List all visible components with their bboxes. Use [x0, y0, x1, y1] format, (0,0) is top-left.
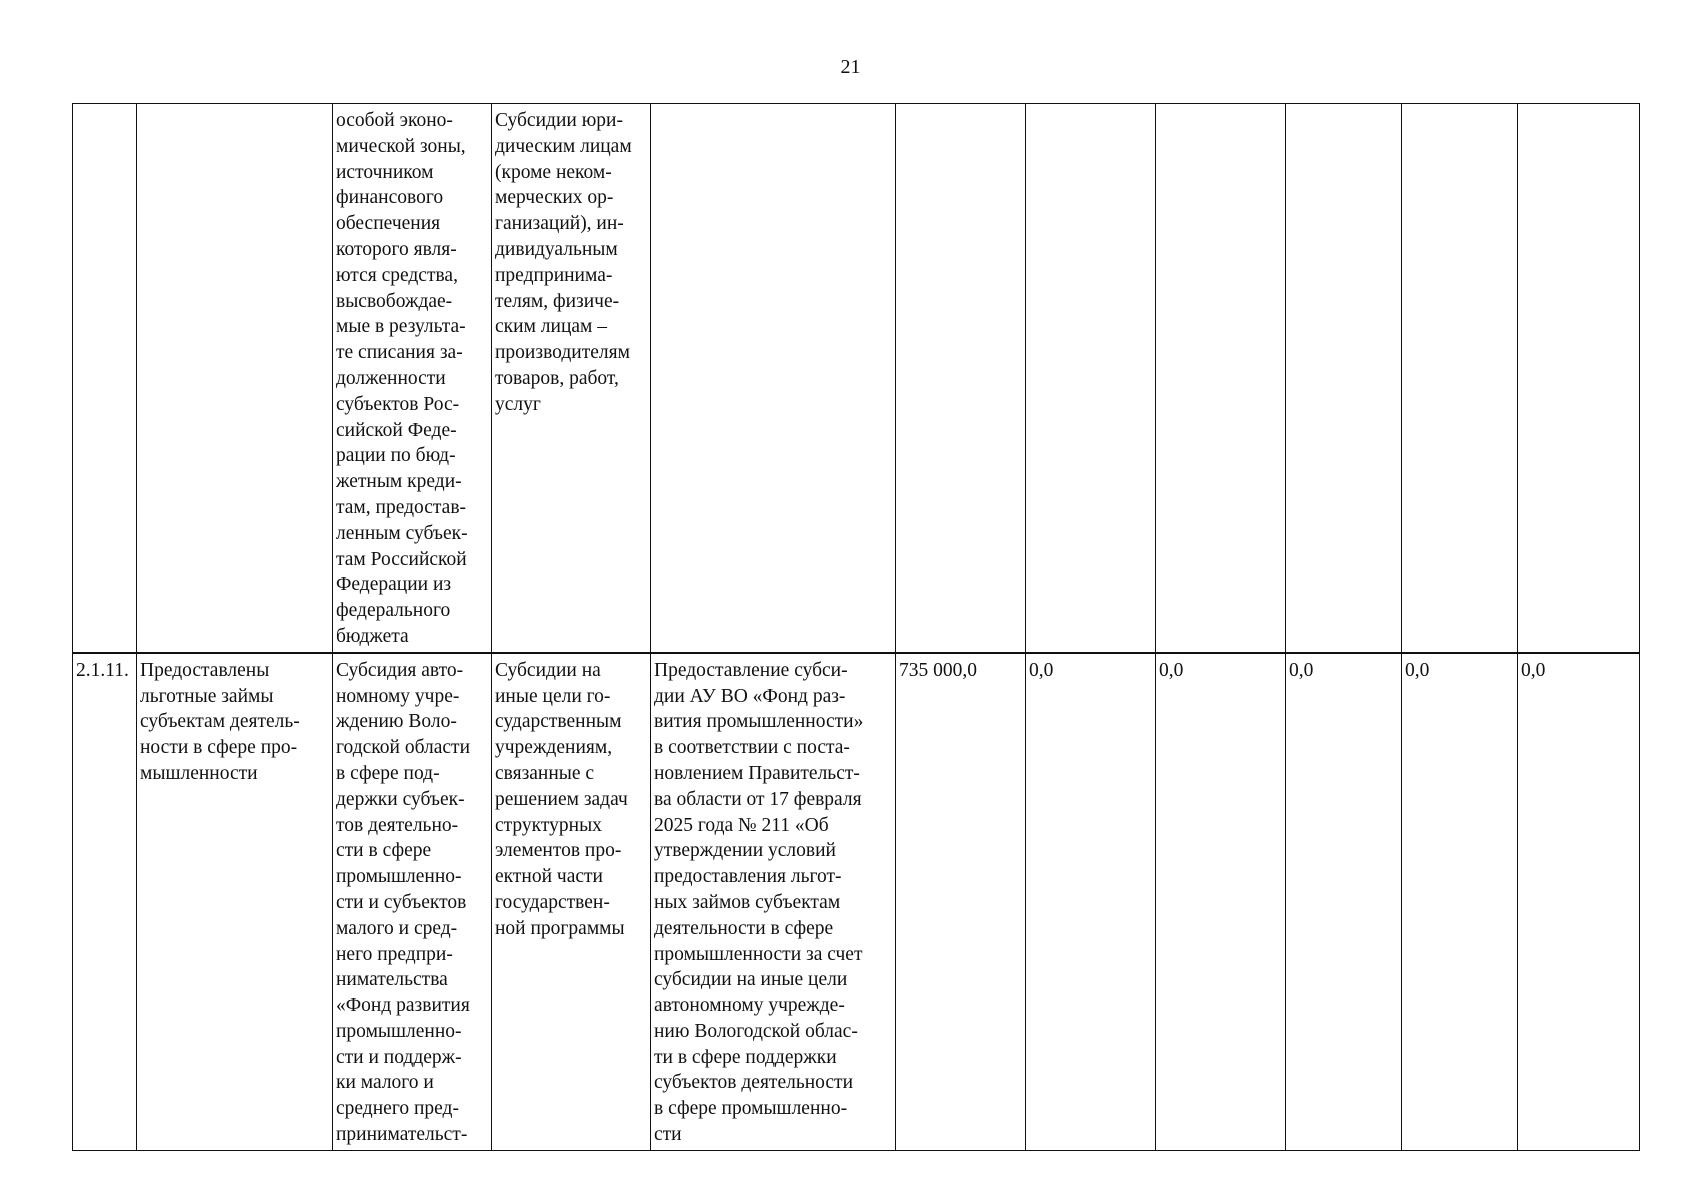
structural-element-text-line: сти и поддерж- — [336, 1046, 462, 1068]
structural-element-text-line: ки малого и — [336, 1072, 434, 1094]
subsidy-type-text-line: телям, физиче- — [495, 290, 620, 312]
structural-element-text-line: принимательст- — [336, 1124, 468, 1146]
structural-element-text-line: промышленно- — [336, 1020, 462, 1042]
structural-element-text-line: сти и субъектов — [336, 891, 467, 913]
structural-element-text-line: источником — [336, 161, 434, 183]
description-text-line: ных займов субъектам — [654, 891, 841, 913]
subsidy-type-text-line: (кроме неком- — [495, 161, 612, 183]
description-text-line: автономному учрежде- — [654, 995, 845, 1017]
description-text-line: в сфере промышленно- — [654, 1098, 848, 1120]
structural-element-text-line: Федерации из — [336, 574, 452, 596]
amount-cell — [1518, 104, 1640, 653]
subsidy-type-text-line: дическим лицам — [495, 135, 632, 157]
structural-element-text-line: субъектов Рос- — [336, 393, 460, 415]
description-text-line: промышленности за счет — [654, 943, 863, 965]
subsidy-type-text-line: Субсидии юри- — [495, 110, 623, 131]
table-row — [73, 104, 1640, 653]
result-text-line: льготные займы — [140, 685, 274, 707]
amount-cell — [1402, 104, 1518, 653]
description-text-line: дии АУ ВО «Фонд раз- — [654, 685, 846, 707]
structural-element-text-line: мической зоны, — [336, 135, 466, 157]
page-number: 21 — [840, 56, 861, 78]
subsidy-type-text-line: предпринима- — [495, 264, 613, 286]
description-text-line: 2025 года № 211 «Об — [654, 814, 829, 836]
structural-element-text-line: ждению Воло- — [336, 711, 457, 733]
structural-element-text-line: обеспечения — [336, 213, 441, 235]
result-text-line: субъектам деятель- — [140, 711, 300, 733]
subsidy-type-text-line: государствен- — [495, 891, 610, 913]
description-text-line: Предоставление субси- — [654, 659, 848, 681]
structural-element-text-line: сти в сфере — [336, 840, 432, 862]
amount-cell: 0,0 — [1402, 653, 1518, 1151]
structural-element-text-line: годской области — [336, 737, 471, 759]
subsidy-type-text-line: ектной части — [495, 866, 603, 888]
result-cell — [137, 653, 333, 1151]
structural-element-text-line: те списания за- — [336, 342, 463, 364]
amount-cell — [896, 104, 1026, 653]
subsidy-type-text-line: учреждениям, — [495, 737, 613, 759]
subsidy-type-text-line: сударственным — [495, 711, 622, 733]
amount-cell — [1286, 104, 1402, 653]
description-text-line: деятельности в сфере — [654, 917, 834, 939]
structural-element-text-line: особой эконо- — [336, 110, 453, 131]
structural-element-text-line: «Фонд развития — [336, 995, 470, 1017]
structural-element-text-line: федерального — [336, 600, 451, 622]
subsidy-type-text-line: услуг — [495, 393, 541, 415]
subsidy-type-text-line: ной программы — [495, 917, 625, 939]
structural-element-text-line: Субсидия авто- — [336, 659, 464, 681]
result-text-line: ности в сфере про- — [140, 737, 298, 759]
subsidy-type-text-line: иные цели го- — [495, 685, 611, 707]
description-text-line: ти в сфере поддержки — [654, 1046, 837, 1068]
description-text-line: новлением Правительст- — [654, 762, 860, 784]
table-row — [73, 653, 1640, 1151]
subsidy-type-cell — [492, 104, 651, 653]
structural-element-cell — [333, 653, 492, 1151]
structural-element-text-line: долженности — [336, 367, 446, 389]
structural-element-text-line: среднего пред- — [336, 1098, 459, 1120]
result-text-line: Предоставлены — [140, 659, 270, 681]
structural-element-text-line: малого и сред- — [336, 917, 458, 939]
structural-element-text-line: мые в результа- — [336, 316, 466, 338]
result-cell — [137, 104, 333, 653]
description-cell — [651, 653, 896, 1151]
row-number-cell — [73, 104, 137, 653]
structural-element-text-line: высвобождае- — [336, 290, 453, 312]
subsidy-type-cell — [492, 653, 651, 1151]
subsidy-type-text-line: производителям — [495, 342, 630, 364]
structural-element-text-line: тов деятельно- — [336, 814, 459, 836]
subsidy-type-text-line: мерческих ор- — [495, 187, 614, 209]
description-text-line: ва области от 17 февраля — [654, 788, 862, 810]
amount-cell — [1156, 104, 1286, 653]
structural-element-text-line: нимательства — [336, 969, 448, 991]
structural-element-text-line: держки субъек- — [336, 788, 465, 810]
structural-element-text-line: которого явля- — [336, 238, 457, 260]
amount-cell: 0,0 — [1286, 653, 1402, 1151]
subsidy-type-text-line: элементов про- — [495, 840, 622, 862]
structural-element-text-line: в сфере под- — [336, 762, 440, 784]
description-text-line: предоставления льгот- — [654, 866, 842, 888]
amount-cell: 735 000,0 — [896, 653, 1026, 1151]
structural-element-cell — [333, 104, 492, 653]
description-text-line: нию Вологодской облас- — [654, 1020, 858, 1042]
subsidy-type-text-line: ганизаций), ин- — [495, 213, 624, 235]
budget-table — [72, 103, 1640, 1151]
result-text-line: мышленности — [140, 762, 258, 784]
subsidy-type-text-line: связанные с — [495, 762, 595, 784]
description-text-line: в соответствии с поста- — [654, 737, 850, 759]
amount-cell: 0,0 — [1156, 653, 1286, 1151]
structural-element-text-line: номному учре- — [336, 685, 460, 707]
subsidy-type-text-line: решением задач — [495, 788, 628, 810]
structural-element-text-line: жетным креди- — [336, 471, 462, 493]
structural-element-text-line: него предпри- — [336, 943, 453, 965]
description-text-line: утверждении условий — [654, 840, 836, 862]
description-cell — [651, 104, 896, 653]
description-text-line: субъектов деятельности — [654, 1072, 854, 1094]
description-text-line: субсидии на иные цели — [654, 969, 848, 991]
structural-element-text-line: бюджета — [336, 625, 409, 647]
subsidy-type-text-line: товаров, работ, — [495, 367, 619, 389]
structural-element-text-line: рации по бюд- — [336, 445, 456, 467]
structural-element-text-line: финансового — [336, 187, 444, 209]
structural-element-text-line: там Российской — [336, 548, 467, 570]
amount-cell: 0,0 — [1026, 653, 1156, 1151]
structural-element-text-line: ются средства, — [336, 264, 458, 286]
subsidy-type-text-line: дивидуальным — [495, 238, 618, 260]
structural-element-text-line: там, предостав- — [336, 496, 467, 518]
description-text-line: сти — [654, 1124, 682, 1146]
structural-element-text-line: сийской Феде- — [336, 419, 457, 441]
row-number-cell: 2.1.11. — [73, 653, 137, 1151]
subsidy-type-text-line: Субсидии на — [495, 659, 601, 681]
subsidy-type-text-line: ским лицам – — [495, 316, 608, 338]
amount-cell: 0,0 — [1518, 653, 1640, 1151]
description-text-line: вития промышленности» — [654, 711, 864, 733]
structural-element-text-line: промышленно- — [336, 866, 462, 888]
structural-element-text-line: ленным субъек- — [336, 522, 468, 544]
subsidy-type-text-line: структурных — [495, 814, 602, 836]
amount-cell — [1026, 104, 1156, 653]
